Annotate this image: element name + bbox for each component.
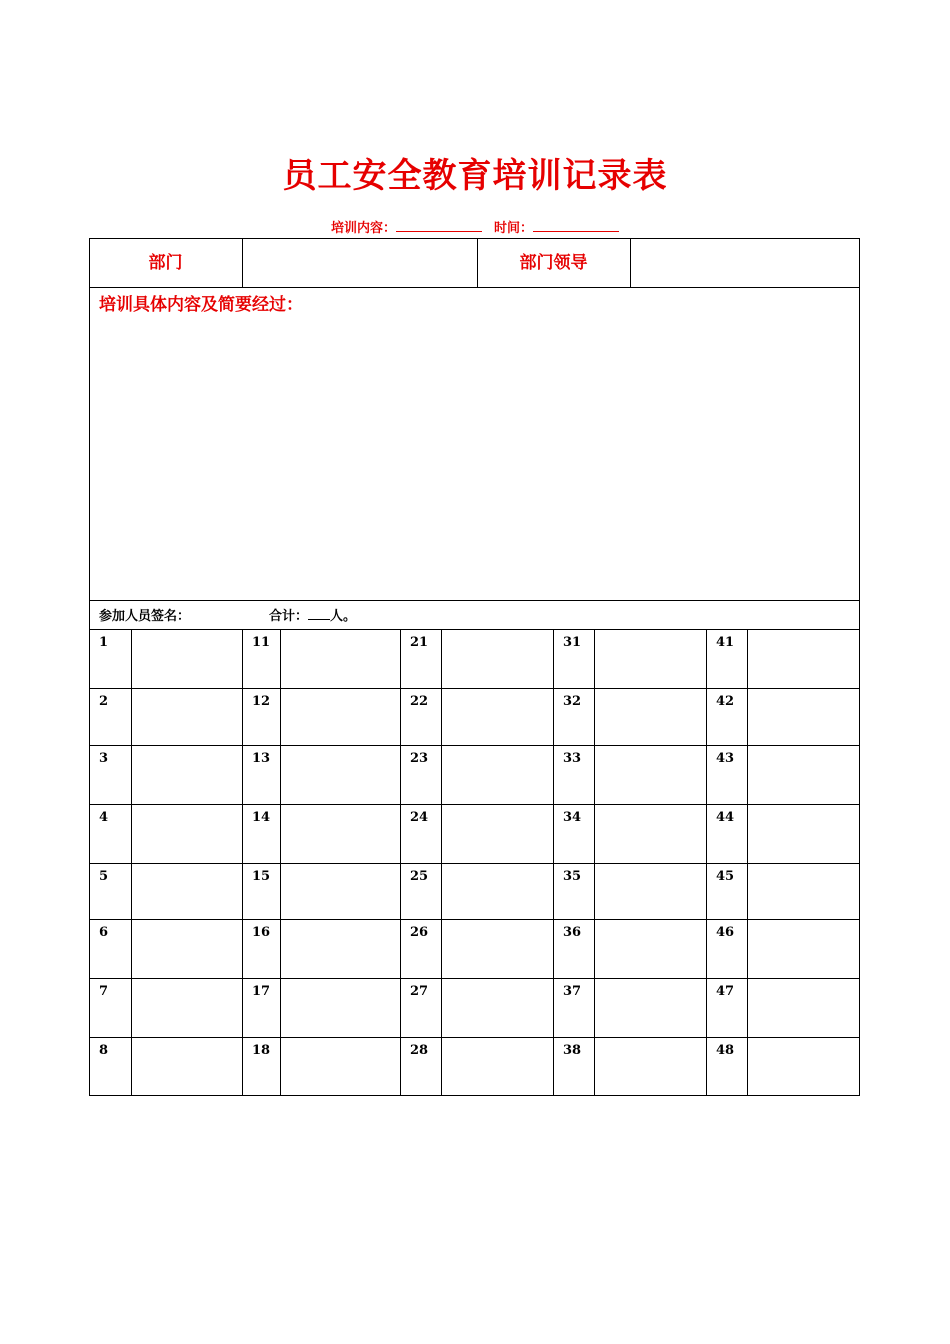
signature-number: 38 bbox=[563, 1043, 582, 1058]
signature-row bbox=[99, 605, 357, 624]
training-details-field[interactable] bbox=[90, 318, 859, 600]
signature-number: 25 bbox=[410, 869, 429, 884]
signature-number: 27 bbox=[410, 984, 429, 999]
department-field[interactable] bbox=[243, 239, 477, 287]
signature-cell[interactable] bbox=[281, 805, 399, 862]
signature-cell[interactable] bbox=[442, 805, 552, 862]
signature-cell[interactable] bbox=[442, 864, 552, 918]
signature-number: 17 bbox=[252, 984, 271, 999]
signature-number: 16 bbox=[252, 925, 271, 940]
department-leader-field[interactable] bbox=[631, 239, 859, 287]
signature-number: 32 bbox=[563, 694, 582, 709]
signature-cell[interactable] bbox=[748, 630, 859, 687]
signature-label: 参加人员签名： bbox=[99, 609, 191, 624]
total-blank[interactable] bbox=[308, 607, 330, 620]
signature-number: 8 bbox=[99, 1043, 109, 1058]
signature-cell[interactable] bbox=[132, 864, 241, 918]
document-title: 员工安全教育培训记录表 bbox=[282, 156, 668, 196]
signature-number: 37 bbox=[563, 984, 582, 999]
signature-number: 23 bbox=[410, 751, 429, 766]
signature-cell[interactable] bbox=[132, 805, 241, 862]
signature-cell[interactable] bbox=[442, 689, 552, 744]
divider bbox=[706, 629, 707, 1096]
signature-number: 4 bbox=[99, 810, 109, 825]
signature-cell[interactable] bbox=[595, 920, 705, 977]
signature-cell[interactable] bbox=[442, 1038, 552, 1095]
signature-cell[interactable] bbox=[281, 864, 399, 918]
signature-number: 36 bbox=[563, 925, 582, 940]
department-label: 部门 bbox=[148, 253, 183, 273]
training-details-label: 培训具体内容及简要经过： bbox=[99, 295, 303, 315]
signature-number: 2 bbox=[99, 694, 109, 709]
signature-number: 42 bbox=[716, 694, 735, 709]
divider bbox=[400, 629, 401, 1096]
signature-cell[interactable] bbox=[132, 689, 241, 744]
signature-cell[interactable] bbox=[281, 746, 399, 803]
signature-cell[interactable] bbox=[442, 746, 552, 803]
time-blank[interactable] bbox=[533, 219, 619, 232]
signature-number: 41 bbox=[716, 635, 735, 650]
training-content-label: 培训内容： bbox=[330, 221, 396, 236]
signature-number: 44 bbox=[716, 810, 735, 825]
signature-number: 46 bbox=[716, 925, 735, 940]
signature-number: 33 bbox=[563, 751, 582, 766]
signature-cell[interactable] bbox=[281, 920, 399, 977]
total-suffix: 人。 bbox=[330, 609, 357, 624]
department-leader-label: 部门领导 bbox=[519, 253, 588, 273]
signature-cell[interactable] bbox=[748, 689, 859, 744]
signature-cell[interactable] bbox=[281, 630, 399, 687]
signature-cell[interactable] bbox=[595, 746, 705, 803]
signature-cell[interactable] bbox=[595, 805, 705, 862]
signature-number: 22 bbox=[410, 694, 429, 709]
signature-number: 26 bbox=[410, 925, 429, 940]
signature-number: 31 bbox=[563, 635, 582, 650]
signature-number: 5 bbox=[99, 869, 109, 884]
training-content-blank[interactable] bbox=[396, 219, 482, 232]
divider bbox=[553, 629, 554, 1096]
subheader bbox=[0, 217, 950, 236]
signature-cell[interactable] bbox=[132, 920, 241, 977]
signature-number: 48 bbox=[716, 1043, 735, 1058]
signature-cell[interactable] bbox=[748, 920, 859, 977]
signature-number: 34 bbox=[563, 810, 582, 825]
signature-number: 35 bbox=[563, 869, 582, 884]
signature-cell[interactable] bbox=[281, 979, 399, 1036]
signature-cell[interactable] bbox=[748, 864, 859, 918]
time-label: 时间： bbox=[494, 221, 534, 236]
divider bbox=[89, 600, 860, 601]
signature-number: 21 bbox=[410, 635, 429, 650]
signature-number: 15 bbox=[252, 869, 271, 884]
signature-number: 14 bbox=[252, 810, 271, 825]
signature-cell[interactable] bbox=[132, 746, 241, 803]
signature-number: 12 bbox=[252, 694, 271, 709]
signature-cell[interactable] bbox=[281, 689, 399, 744]
signature-cell[interactable] bbox=[595, 864, 705, 918]
signature-cell[interactable] bbox=[281, 1038, 399, 1095]
signature-cell[interactable] bbox=[132, 630, 241, 687]
signature-number: 18 bbox=[252, 1043, 271, 1058]
signature-cell[interactable] bbox=[595, 630, 705, 687]
total-count bbox=[269, 605, 356, 624]
signature-cell[interactable] bbox=[748, 746, 859, 803]
signature-number: 24 bbox=[410, 810, 429, 825]
signature-number: 1 bbox=[99, 635, 109, 650]
signature-number: 45 bbox=[716, 869, 735, 884]
signature-cell[interactable] bbox=[132, 1038, 241, 1095]
signature-cell[interactable] bbox=[595, 979, 705, 1036]
signature-number: 11 bbox=[252, 635, 271, 650]
signature-number: 43 bbox=[716, 751, 735, 766]
signature-cell[interactable] bbox=[132, 979, 241, 1036]
signature-cell[interactable] bbox=[442, 979, 552, 1036]
signature-number: 28 bbox=[410, 1043, 429, 1058]
divider bbox=[242, 629, 243, 1096]
signature-cell[interactable] bbox=[442, 920, 552, 977]
signature-cell[interactable] bbox=[595, 1038, 705, 1095]
signature-cell[interactable] bbox=[748, 1038, 859, 1095]
signature-number: 6 bbox=[99, 925, 109, 940]
total-prefix: 合计： bbox=[269, 609, 309, 624]
signature-cell[interactable] bbox=[748, 805, 859, 862]
signature-number: 3 bbox=[99, 751, 109, 766]
signature-cell[interactable] bbox=[595, 689, 705, 744]
signature-cell[interactable] bbox=[748, 979, 859, 1036]
signature-number: 7 bbox=[99, 984, 109, 999]
signature-number: 47 bbox=[716, 984, 735, 999]
signature-cell[interactable] bbox=[442, 630, 552, 687]
signature-number: 13 bbox=[252, 751, 271, 766]
